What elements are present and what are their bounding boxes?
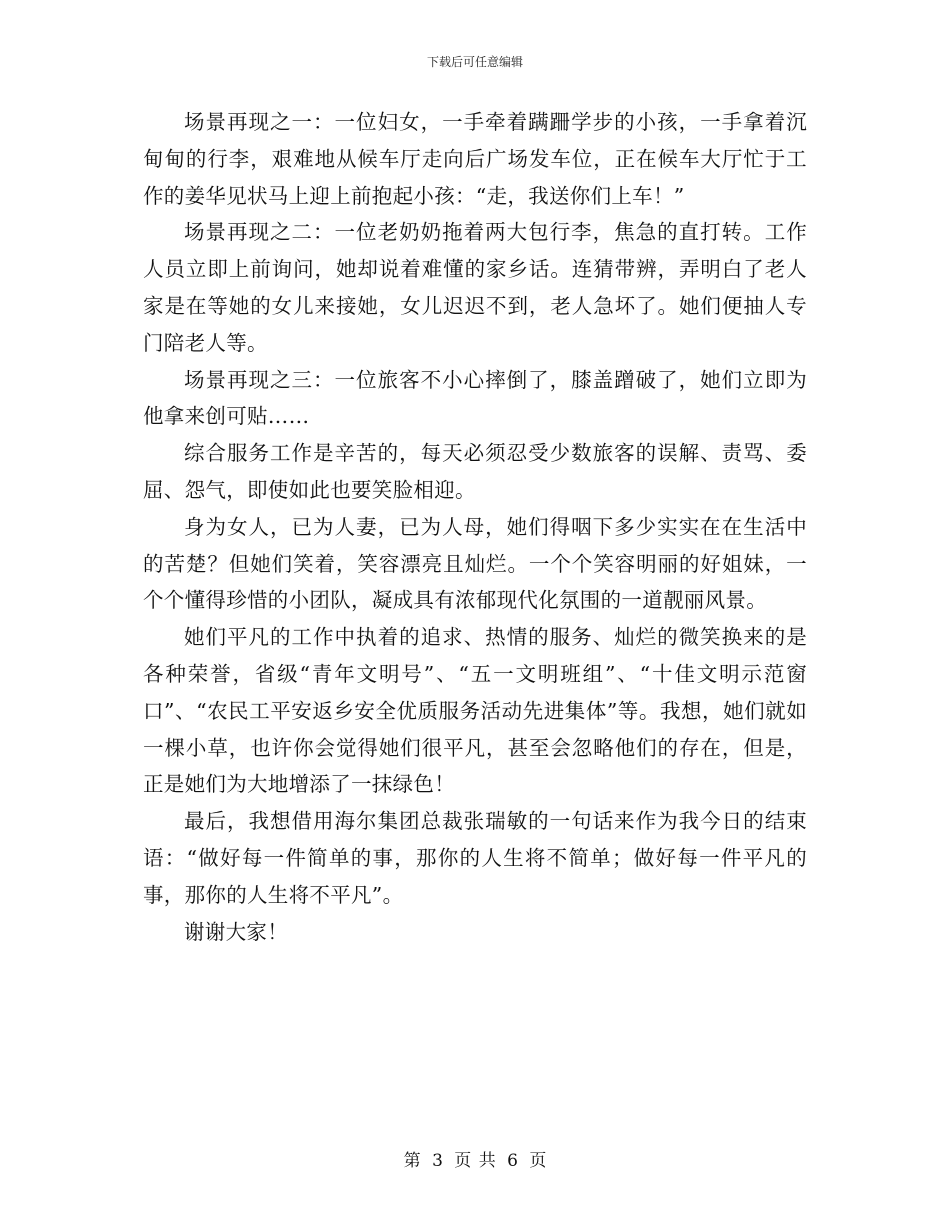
paragraph-thanks: 谢谢大家！ <box>184 919 288 944</box>
document-body <box>143 104 807 950</box>
total-pages-number: 6 <box>507 1151 518 1171</box>
paragraph-service-work: 综合服务工作是辛苦的，每天必须忍受少数旅客的误解、责骂、委屈、怨气，即使如此也要笑脸相迎。 <box>143 441 807 502</box>
page-label-prefix: 第 <box>403 1151 421 1171</box>
current-page-number: 3 <box>432 1151 443 1171</box>
page-header: 下载后可任意编辑 <box>426 55 523 69</box>
paragraph-scene-three: 场景再现之三：一位旅客不小心摔倒了，膝盖蹭破了，她们立即为他拿来创可贴…… <box>143 367 807 429</box>
paragraph-scene-one: 场景再现之一：一位妇女，一手牵着蹒跚学步的小孩，一手拿着沉甸甸的行李，艰难地从候车厅走向后广场发车位，正在候车大厅忙于工作的姜华见状马上迎上前抱起小孩：“走，我送你们上车！” <box>143 110 807 208</box>
page-label-suffix: 页 <box>529 1151 547 1171</box>
paragraph-women: 身为女人，已为人妻，已为人母，她们得咽下多少实实在在生活中的苦楚？但她们笑着，笑容漂亮且灿烂。一个个笑容明丽的好姐妹，一个个懂得珍惜的小团队，凝成具有浓郁现代化氛围的一道靓丽风景。 <box>143 514 807 613</box>
page-label-mid: 页 共 <box>454 1151 496 1171</box>
paragraph-closing-quote: 最后，我想借用海尔集团总裁张瑞敏的一句话来作为我今日的结束语：“做好每一件简单的事，那你的人生将不简单；做好每一件平凡的事，那你的人生将不平凡”。 <box>143 809 807 907</box>
paragraph-honors: 她们平凡的工作中执着的追求、热情的服务、灿烂的微笑换来的是各种荣誉，省级“青年文明号”、“五一文明班组”、“十佳文明示范窗口”、“农民工平安返乡安全优质服务活动先进集体”等。我想，她们就如一棵小草，也许你会觉得她们很平凡，甚至会忽略他们的存在，但是，正是她们为大地增添了一抹绿色！ <box>143 625 807 797</box>
page-footer <box>0 1146 950 1171</box>
paragraph-scene-two: 场景再现之二：一位老奶奶拖着两大包行李，焦急的直打转。工作人员立即上前询问，她却说着难懂的家乡话。连猜带辨，弄明白了老人家是在等她的女儿来接她，女儿迟迟不到，老人急坏了。她们便抽人专门陪老人等。 <box>143 220 807 355</box>
